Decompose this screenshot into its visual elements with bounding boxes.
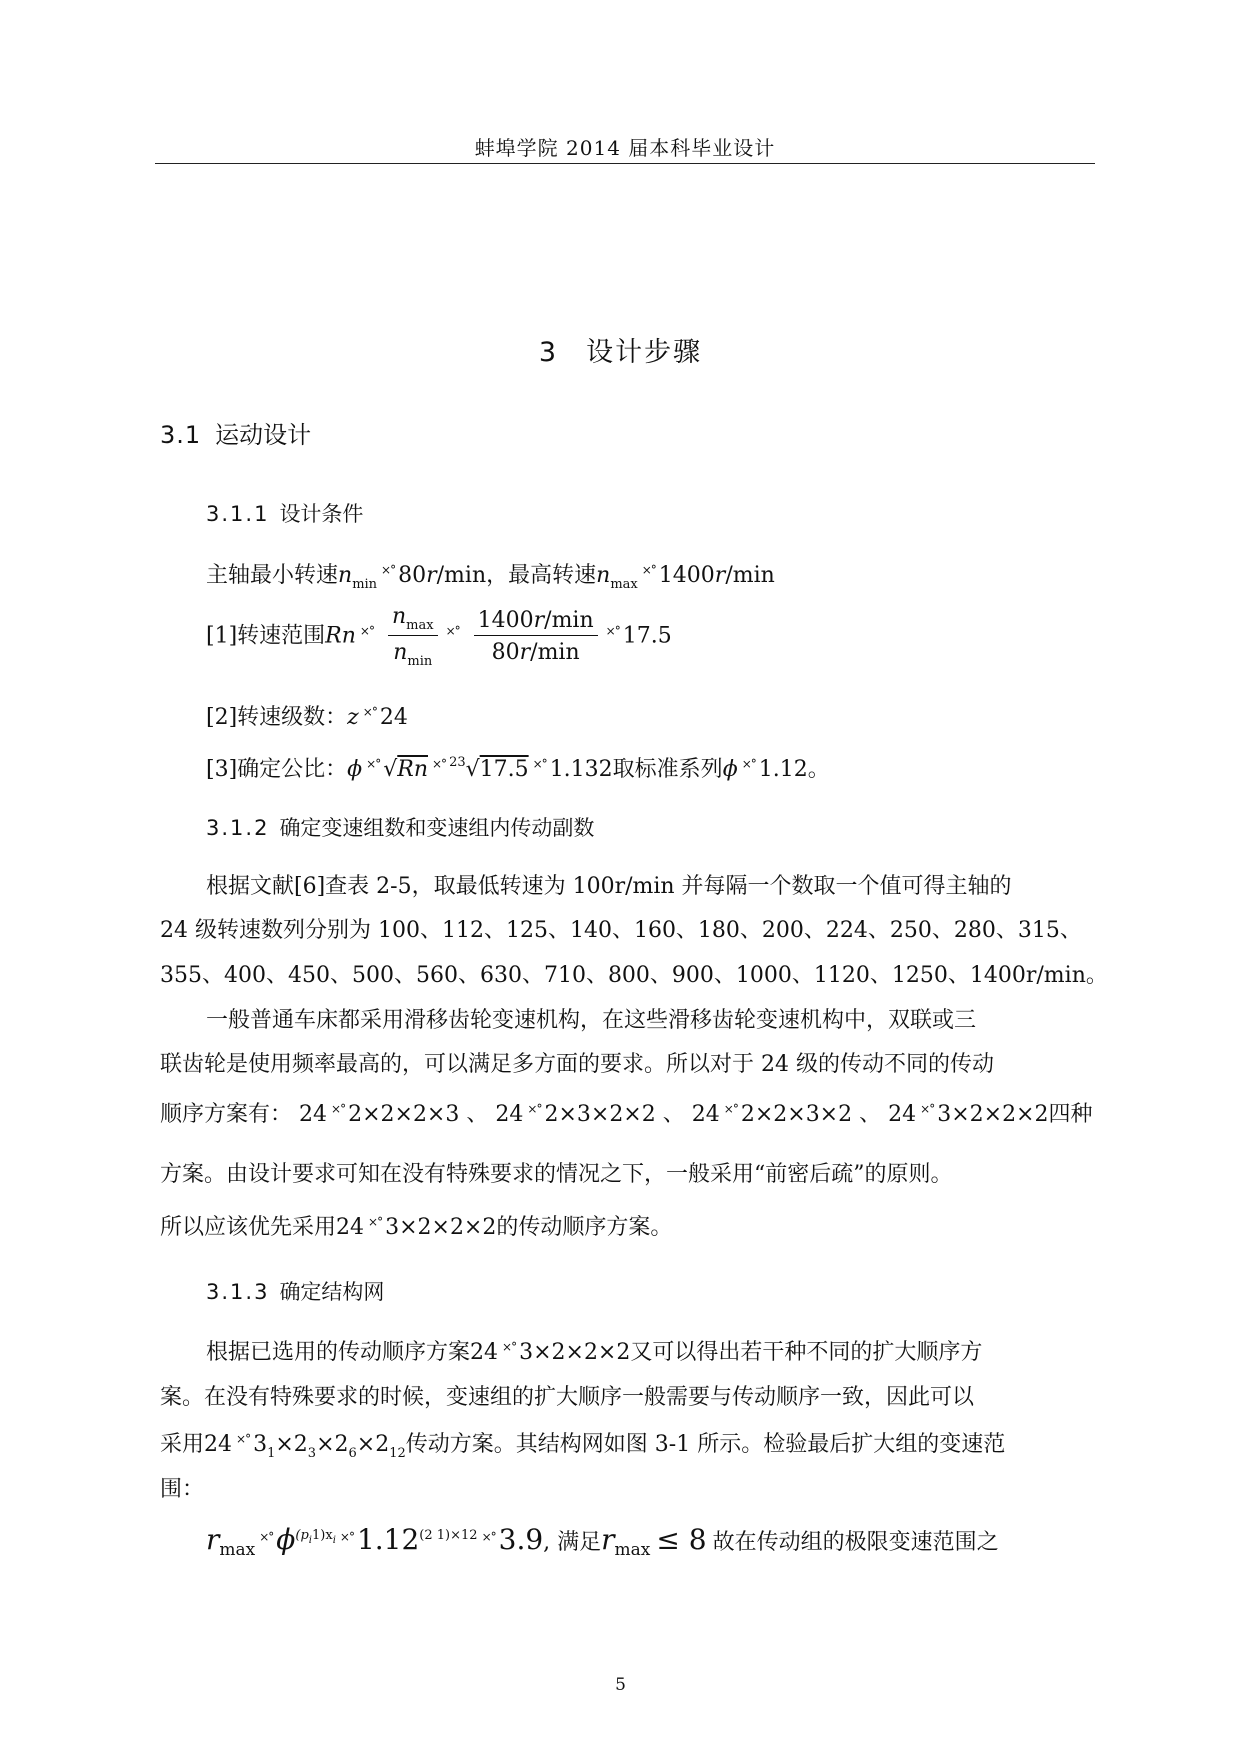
fraction-symbolic (388, 604, 438, 669)
radical-sign: √ (383, 757, 398, 782)
text: ，最高转速 (486, 563, 597, 588)
text: 主轴最小转速 (206, 563, 339, 588)
speed-range-line (206, 604, 672, 669)
paragraph-line: 围： (160, 1477, 205, 1502)
subscript-max: max (614, 1540, 651, 1560)
exponent-sub: i (308, 1535, 312, 1546)
separator: 、 (466, 1102, 489, 1127)
section-heading (160, 415, 311, 450)
exponent: 1)x (312, 1528, 333, 1543)
text: 又可以得出若干种不同的扩大顺序方 (630, 1340, 983, 1365)
equals-glyph: ×° (339, 1530, 354, 1544)
paragraph-line: 案。在没有特殊要求的时候，变速组的扩大顺序一般需要与传动顺序一致，因此可以 (160, 1385, 975, 1410)
text: 取标准系列 (612, 757, 723, 782)
unit: /min (725, 563, 775, 588)
equals-glyph: ×° (481, 1530, 496, 1544)
subsection-number: 3.1.2 (206, 816, 270, 840)
exponent: (p (295, 1528, 309, 1543)
symbol-n: n (596, 563, 611, 588)
subsection-title: 设计条件 (279, 502, 364, 526)
denominator: n (393, 640, 408, 665)
text: 根据已选用的传动顺序方案 (206, 1340, 471, 1365)
equals-glyph: ×° (741, 757, 756, 771)
paragraph-line: 方案。由设计要求可知在没有特殊要求的情况之下，一般采用“前密后疏”的原则。 (160, 1162, 953, 1187)
scheme-total: 24 (299, 1102, 328, 1127)
equals-glyph: ×° (381, 563, 396, 577)
radical-sign: √ (465, 757, 480, 782)
common-ratio-line (206, 752, 830, 783)
subsection-heading-2 (206, 812, 594, 842)
term: 2 (334, 1432, 349, 1457)
numerator: 1400 (477, 608, 534, 633)
text: 采用 (160, 1432, 205, 1457)
inequality: ≤ 8 (656, 1523, 707, 1556)
base-value: 1.12 (356, 1523, 420, 1556)
levels-value: 24 (379, 705, 408, 730)
separator: 、 (859, 1102, 882, 1127)
range-result: 17.5 (622, 623, 672, 649)
section-number: 3.1 (160, 421, 202, 449)
times: × (275, 1432, 294, 1457)
equals-glyph: ×° (362, 705, 377, 719)
standard-ratio: 1.12 (758, 757, 808, 782)
scheme-4: 3×2×2×2 (937, 1102, 1049, 1127)
symbol-r: r (206, 1523, 220, 1556)
symbol-phi: ϕ (347, 757, 363, 782)
subsection-number: 3.1.1 (206, 502, 270, 526)
equals-glyph: ×° (236, 1432, 251, 1446)
ratio-result: 1.132 (549, 757, 613, 782)
preferred-scheme: 3×2×2×2 (385, 1215, 497, 1240)
subsection-number: 3.1.3 (206, 1280, 270, 1304)
subscript-min: min (352, 577, 378, 592)
scheme-3: 2×2×3×2 (740, 1102, 853, 1127)
symbol-r: r (426, 563, 437, 588)
paragraph-line: 一般普通车床都采用滑移齿轮变速机构，在这些滑移齿轮变速机构中，双联或三 (206, 1008, 977, 1033)
scheme-total: 24 (204, 1432, 233, 1457)
term: 3 (253, 1432, 268, 1457)
scheme-total: 24 (470, 1340, 499, 1365)
equals-glyph: ×° (432, 757, 447, 771)
text: [2]转速级数： (206, 705, 348, 730)
range-result: 3.9 (498, 1523, 544, 1556)
equals-glyph: ×° (445, 623, 460, 638)
fraction-numeric (474, 608, 598, 665)
equals-glyph: ×° (366, 757, 381, 771)
exponent-sub: i (332, 1535, 336, 1546)
radicand: Rn (397, 757, 428, 782)
speed-condition-line (206, 558, 775, 592)
structure-line-3 (160, 1427, 1005, 1461)
paragraph-line: 24 级转速数列分别为 100、112、125、140、160、180、200、224、250、280、315、 (160, 918, 1082, 943)
times: × (356, 1432, 376, 1457)
denominator: 80 (491, 640, 520, 665)
scheme-total: 24 (495, 1102, 524, 1127)
term-index: 3 (307, 1446, 317, 1461)
text: [1]转速范围 (206, 623, 326, 649)
equals-glyph: ×° (527, 1102, 542, 1116)
paragraph-line: 根据文献[6]查表 2-5，取最低转速为 100r/min 并每隔一个数取一个值可得主轴的 (206, 874, 1012, 899)
scheme-total: 24 (691, 1102, 720, 1127)
value-max-speed: 1400 (658, 563, 715, 588)
symbol-r: r (601, 1523, 615, 1556)
scheme-1: 2×2×2×3 (348, 1102, 460, 1127)
subsection-heading-1 (206, 498, 363, 528)
symbol-rn: Rn (325, 623, 356, 649)
separator: 、 (662, 1102, 685, 1127)
text: 四种 (1048, 1102, 1093, 1127)
structure-line-1 (206, 1335, 982, 1366)
symbol-r: r (714, 563, 726, 588)
scheme-2: 2×3×2×2 (544, 1102, 656, 1127)
equals-glyph: ×° (368, 1215, 383, 1229)
root-index: 23 (449, 755, 466, 770)
subscript-max: max (219, 1540, 256, 1560)
symbol-r: r (533, 608, 545, 633)
value-min-speed: 80 (398, 563, 427, 588)
equals-glyph: ×° (331, 1102, 346, 1116)
subsection-title: 确定变速组数和变速组内传动副数 (279, 816, 595, 840)
term-index: 1 (267, 1446, 276, 1461)
preferred-scheme-line (160, 1210, 672, 1241)
chapter-heading (0, 330, 1241, 369)
text: 所以应该优先采用 (160, 1215, 337, 1240)
text: 的传动顺序方案。 (496, 1215, 673, 1240)
term: 2 (293, 1432, 308, 1457)
exponent: (2 1)×12 (419, 1528, 478, 1543)
symbol-r: r (519, 640, 531, 665)
subsection-title: 确定结构网 (279, 1280, 385, 1304)
equals-glyph: ×° (605, 623, 620, 638)
range-check-line (206, 1523, 999, 1560)
text: 故在传动组的极限变速范围之 (712, 1530, 999, 1555)
equals-glyph: ×° (641, 563, 656, 577)
scheme: 3×2×2×2 (519, 1340, 631, 1365)
equals-glyph: ×° (502, 1340, 517, 1354)
section-title: 运动设计 (215, 421, 312, 449)
unit: /min (436, 563, 487, 588)
numerator: n (391, 604, 407, 629)
text: 传动方案。其结构网如图 3-1 所示。检验最后扩大组的变速范 (405, 1432, 1006, 1457)
equals-glyph: ×° (532, 757, 547, 771)
running-header: 蚌埠学院 2014 届本科毕业设计 (474, 136, 776, 160)
chapter-title: 设计步骤 (586, 337, 703, 368)
radicand-value: 17.5 (479, 757, 529, 782)
symbol-n: n (338, 563, 353, 588)
header-rule (155, 163, 1095, 164)
scheme-total: 24 (888, 1102, 917, 1127)
term-index: 6 (348, 1446, 357, 1461)
text: [3]确定公比： (206, 757, 348, 782)
paragraph-line: 355、400、450、500、560、630、710、800、900、1000、1120、1250、1400r/min。 (160, 963, 1108, 988)
scheme-total: 24 (336, 1215, 365, 1240)
text: 顺序方案有： (160, 1102, 293, 1127)
symbol-phi: ϕ (722, 757, 738, 782)
subscript-max: max (610, 577, 638, 592)
text: , 满足 (543, 1530, 602, 1555)
equals-glyph: ×° (723, 1102, 738, 1116)
term-index: 12 (389, 1446, 406, 1461)
subscript: max (406, 618, 434, 633)
text: 。 (807, 757, 830, 782)
subscript: min (407, 654, 433, 669)
paragraph-line: 联齿轮是使用频率最高的，可以满足多方面的要求。所以对于 24 级的传动不同的传动 (160, 1052, 994, 1077)
unit: /min (530, 640, 580, 665)
equals-glyph: ×° (259, 1530, 274, 1544)
transmission-schemes-line (160, 1097, 1093, 1128)
term: 2 (375, 1432, 390, 1457)
subsection-heading-3 (206, 1276, 384, 1306)
symbol-z: z (347, 705, 359, 730)
times: × (316, 1432, 335, 1457)
equals-glyph: ×° (359, 623, 374, 638)
equals-glyph: ×° (920, 1102, 935, 1116)
unit: /min (544, 608, 594, 633)
symbol-phi: ϕ (276, 1523, 296, 1556)
chapter-number: 3 (538, 337, 559, 368)
page-number: 5 (615, 1675, 626, 1695)
speed-levels-line (206, 700, 408, 731)
